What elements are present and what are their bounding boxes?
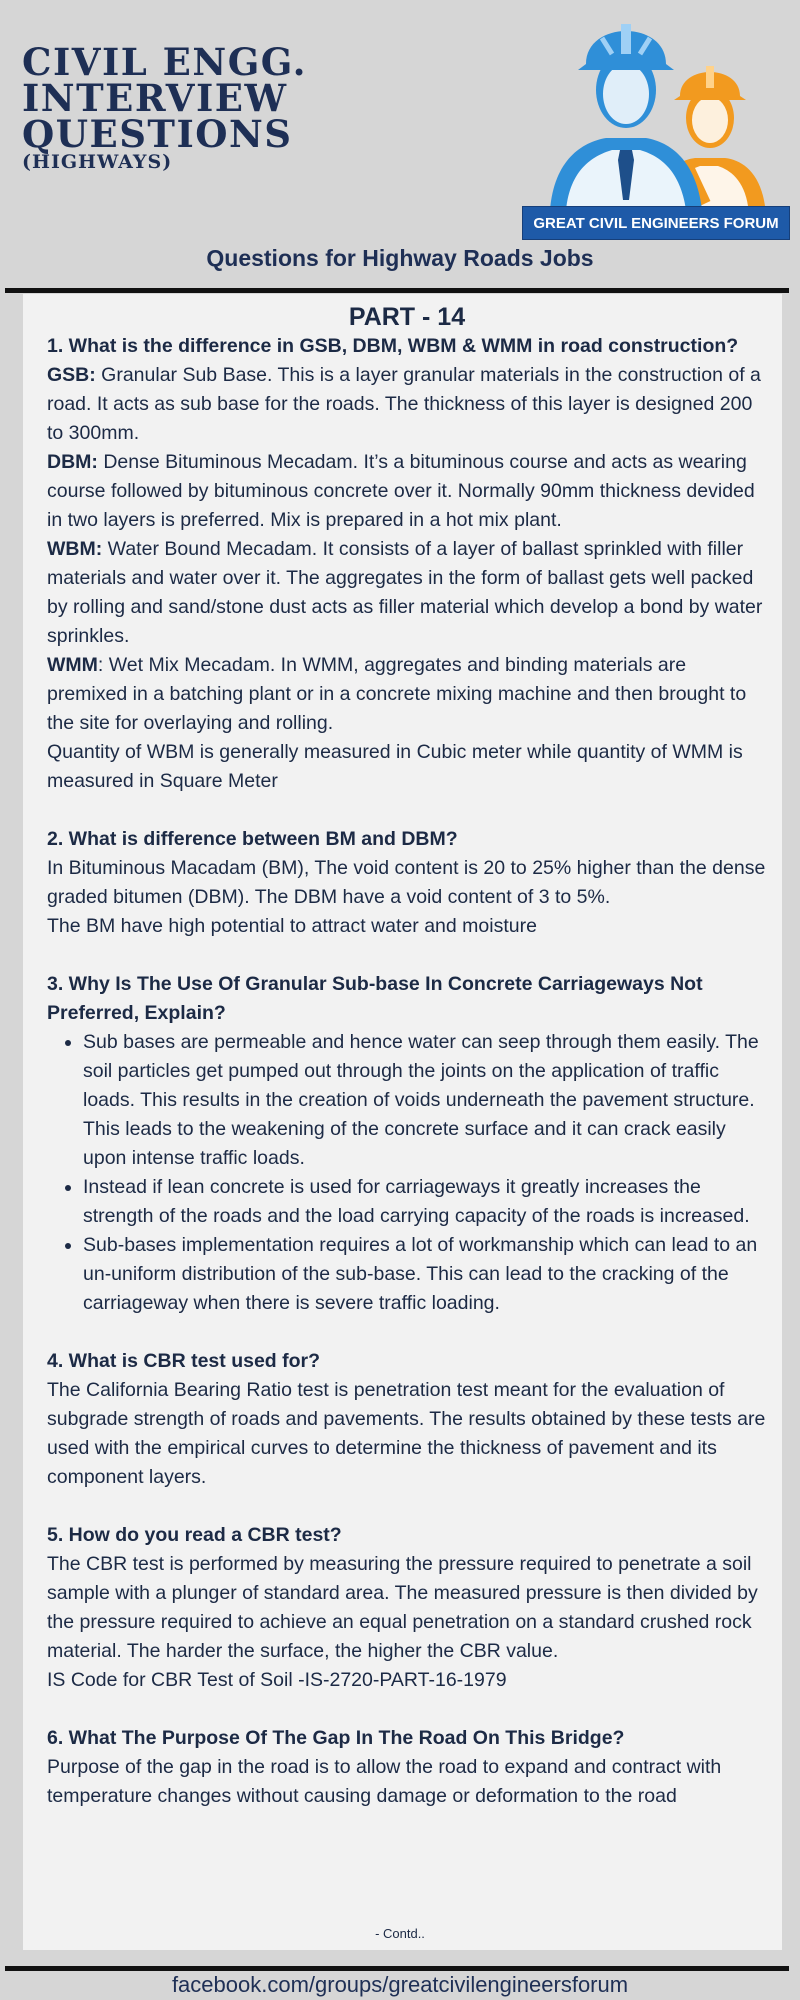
list-item: • Instead if lean concrete is used for carriageways it greatly increases the strength of the roads and the load carrying capacity of the roads is increased. <box>83 1173 767 1231</box>
question-6: 6. What The Purpose Of The Gap In The Road On This Bridge? <box>47 1727 625 1749</box>
title-line-3: QUESTIONS <box>22 112 293 156</box>
question-5: 5. How do you read a CBR test? <box>47 1524 342 1546</box>
page-subtitle: Questions for Highway Roads Jobs <box>206 245 594 271</box>
answer-2-line-2: The BM have high potential to attract water and moisture <box>47 915 537 937</box>
title-line-1: CIVIL ENGG. <box>22 40 307 84</box>
answer-5-code: IS Code for CBR Test of Soil -IS-2720-PART-16-1979 <box>47 1669 507 1691</box>
answer-5: The CBR test is performed by measuring the pressure required to penetrate a soil sample with a plunger of standard area. The measured pressure is then divided by the pressure required to achieve an equal penetration on a standard crushed rock material. The harder the surface, the higher the CBR value. <box>47 1553 758 1662</box>
divider-bottom <box>5 1966 789 1971</box>
header <box>0 0 800 271</box>
continued-note: - Contd.. <box>375 1926 425 1941</box>
title-block <box>22 40 307 173</box>
answer-gsb: GSB: Granular Sub Base. This is a layer granular materials in the construction of a road. It acts as sub base for the roads. The thickness of this layer is designed 200 to 300mm. <box>47 364 761 444</box>
answer-wmm: WMM: Wet Mix Mecadam. In WMM, aggregates and binding materials are premixed in a batching plant or in a concrete mixing machine and then brought to the site for overlaying and rolling. <box>47 654 747 734</box>
answer-2-line-1: In Bituminous Macadam (BM), The void content is 20 to 25% higher than the dense graded bitumen (DBM). The DBM have a void content of 3 to 5%. <box>47 857 766 908</box>
answer-quantity-note: Quantity of WBM is generally measured in Cubic meter while quantity of WMM is measured in Square Meter <box>47 741 743 792</box>
part-title: PART - 14 <box>348 303 466 331</box>
question-4: 4. What is CBR test used for? <box>47 1350 321 1372</box>
answer-dbm: DBM: Dense Bituminous Mecadam. It’s a bituminous course and acts as wearing course followed by bituminous concrete over it. Normally 90mm thickness devided in two layers is preferred. Mix is prepared in a hot mix plant. <box>47 451 755 531</box>
answer-3-list <box>47 1028 767 1318</box>
content <box>47 302 767 1811</box>
answer-4: The California Bearing Ratio test is penetration test meant for the evaluation of subgrade strength of roads and pavements. The results obtained by these tests are used with the empirical curves to determine the thickness of pavement and its component layers. <box>47 1379 766 1488</box>
title-line-2: INTERVIEW <box>22 76 288 120</box>
title-subtitle: (HIGHWAYS) <box>22 151 173 173</box>
engineer-blue-icon <box>550 24 702 210</box>
list-item: • Sub-bases implementation requires a lot of workmanship which can lead to an un-uniform distribution of the sub-base. This can lead to the cracking of the carriageway when there is severe traffic loading. <box>83 1231 767 1318</box>
divider-top <box>5 288 789 293</box>
question-2: 2. What is difference between BM and DBM? <box>47 828 458 850</box>
question-1: 1. What is the difference in GSB, DBM, WBM & WMM in road construction? <box>47 335 739 357</box>
footer-url[interactable]: facebook.com/groups/greatcivilengineersforum <box>171 1972 629 1997</box>
forum-badge: GREAT CIVIL ENGINEERS FORUM <box>522 206 790 240</box>
question-3: 3. Why Is The Use Of Granular Sub-base In Concrete Carriageways Not Preferred, Explain? <box>47 973 703 1024</box>
answer-6: Purpose of the gap in the road is to allow the road to expand and contract with temperature changes without causing damage or deformation to the road <box>47 1756 722 1807</box>
list-item: • Sub bases are permeable and hence water can seep through them easily. The soil particles get pumped out through the joints on the application of traffic loads. This results in the creation of voids underneath the pavement structure. This leads to the weakening of the concrete surface and it can crack easily upon intense traffic loads. <box>83 1028 767 1173</box>
answer-wbm: WBM: Water Bound Mecadam. It consists of a layer of ballast sprinkled with filler materials and water over it. The aggregates in the form of ballast gets well packed by rolling and sand/stone dust acts as filler material which develop a bond by water sprinkles. <box>47 538 763 647</box>
